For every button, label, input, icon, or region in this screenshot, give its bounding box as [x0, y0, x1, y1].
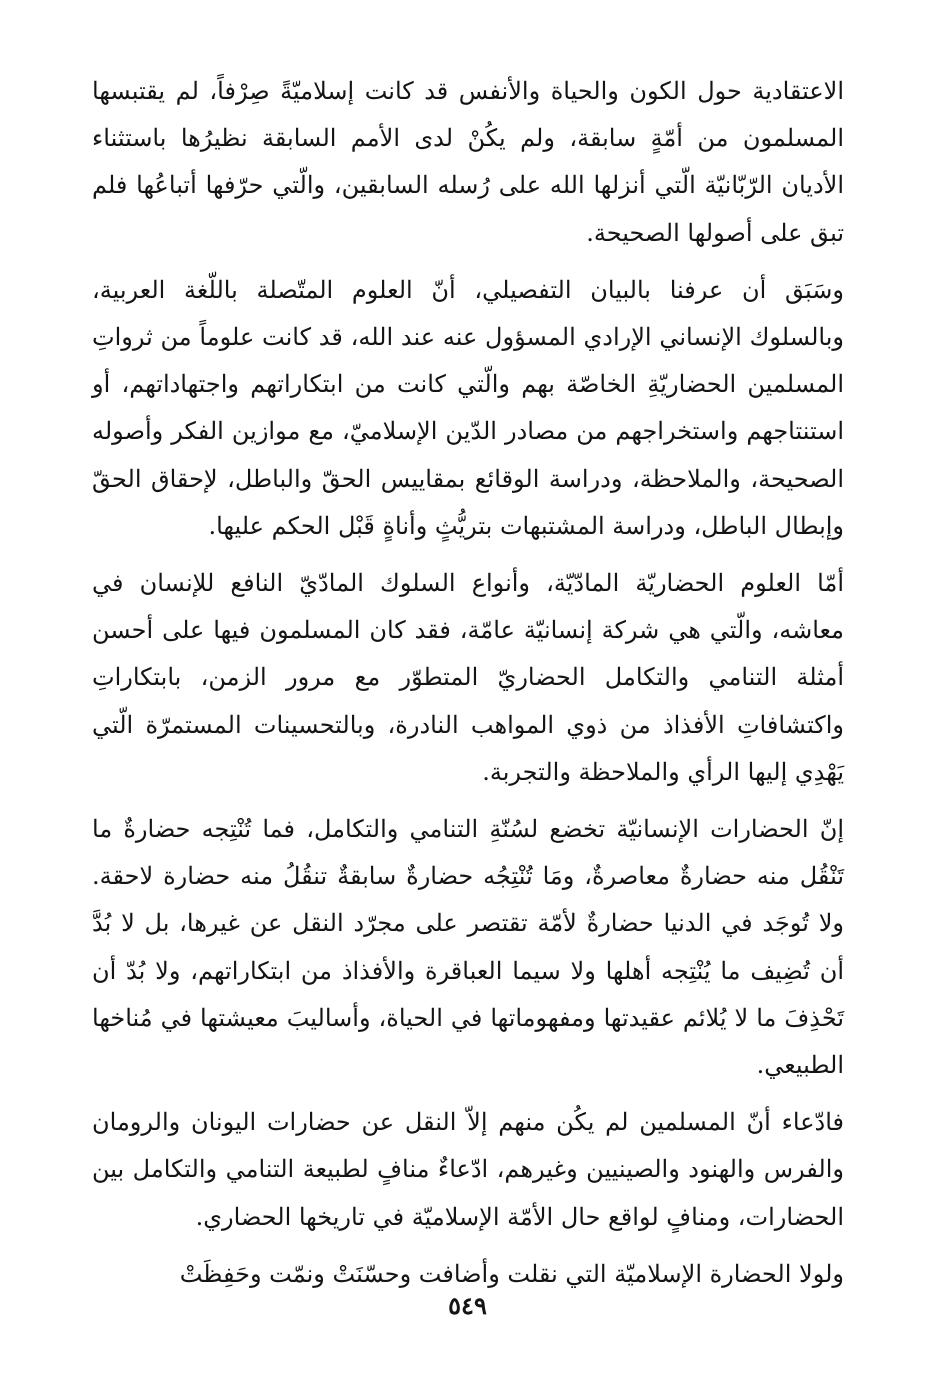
paragraph-6: ولولا الحضارة الإسلاميّة التي نقلت وأضافت وحسّنَتْ ونمّت وحَفِظَتْ: [179, 1259, 844, 1288]
paragraph-4: إنّ الحضارات الإنسانيّة تخضع لسُنّةِ التنامي والتكامل، فما تُنْتِجه حضارةٌ ما تَنْقُل منه حضارةٌ معاصرةٌ، ومَا تُنْتِجُه حضارةٌ سابقةٌ تنقُلُ منه حضارة لاحقة. ولا تُوجَد في الدنيا حضارةٌ لأمّة تقتصر على مجرّد النقل عن غيرها، بل لا بُدَّ أن تُضِيف ما يُنْتِجه أهلها ولا سيما العباقرة والأفذاذ من ابتكاراتهم، ولا بُدّ أن تَحْذِفَ ما لا يُلائم عقيدتها ومفهوماتها في الحياة، وأساليبَ معيشتها في مُناخها الطبيعي.: [92, 815, 845, 1080]
paragraph-3: أمّا العلوم الحضاريّة المادّيّة، وأنواع السلوك المادّيّ النافع للإنسان في معاشه، والّتي هي شركة إنسانيّة عامّة، فقد كان المسلمون فيها على أحسن أمثلة التنامي والتكامل الحضاريّ المتطوّر مع مرور الزمن، بابتكاراتِ واكتشافاتِ الأفذاذ من ذوي المواهب النادرة، وبالتحسينات المستمرّة الّتي يَهْدِي إليها الرأي والملاحظة والتجربة.: [92, 569, 844, 786]
paragraph-1: الاعتقادية حول الكون والحياة والأنفس قد كانت إسلاميّةً صِرْفاً، لم يقتبسها المسلمون من أمّةٍ سابقة، ولم يكُنْ لدى الأمم السابقة نظيرُها باستثناء الأديان الرّبّانيّة الّتي أنزلها الله على رُسله السابقين، والّتي حرّفها أتباعُها فلم تبق على أصولها الصحيحة.: [92, 77, 845, 247]
page-number: ٥٤٩: [448, 1291, 487, 1320]
paragraph-2: وسَبَق أن عرفنا بالبيان التفصيلي، أنّ العلوم المتّصلة باللّغة العربية، وبالسلوك الإنساني الإرادي المسؤول عنه عند الله، قد كانت علوماً من ثرواتِ المسلمين الحضاريّةِ الخاصّة بهم والّتي كانت من ابتكاراتهم واجتهاداتهم، أو استنتاجهم واستخراجهم من مصادر الدّين الإسلاميّ، مع موازين الفكر وأصوله الصحيحة، والملاحظة، ودراسة الوقائع بمقاييس الحقّ والباطل، لإحقاق الحقّ وإبطال الباطل، ودراسة المشتبهات بتريُّثٍ وأناةٍ قَبْل الحكم عليها.: [92, 275, 845, 540]
page-body: [92, 68, 844, 1298]
paragraph-5: فادّعاء أنّ المسلمين لم يكُن منهم إلاّ النقل عن حضارات اليونان والرومان والفرس والهنود والصينيين وغيرهم، ادّعاءٌ منافٍ لطبيعة التنامي والتكامل بين الحضارات، ومنافٍ لواقع حال الأمّة الإسلاميّة في تاريخها الحضاري.: [92, 1108, 844, 1231]
